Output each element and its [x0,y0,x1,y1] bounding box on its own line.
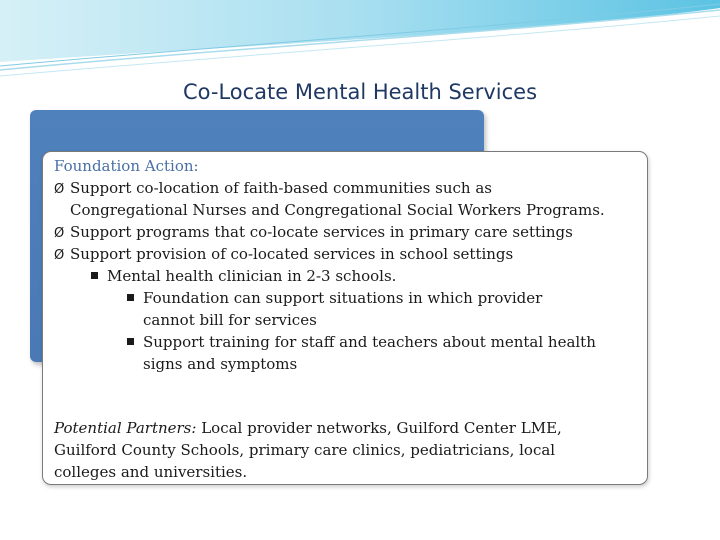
content-box [42,151,648,485]
potential-partners-label: Potential Partners: [54,419,197,437]
bullet-item-continuation: Congregational Nurses and Congregational Social Workers Programs. [70,201,605,219]
header-swoosh-decoration [0,0,720,90]
potential-partners: Potential Partners: Local provider networks, Guilford Center LME, [54,419,562,437]
square-bullet-icon [127,338,134,345]
square-bullet-icon [127,294,134,301]
slide-title: Co-Locate Mental Health Services [182,80,538,104]
sub-bullet-item: Mental health clinician in 2-3 schools. [91,266,396,287]
foundation-action-heading: Foundation Action: [54,157,199,175]
sub-sub-bullet-continuation: signs and symptoms [143,355,298,373]
arrow-bullet-icon: Ø [54,182,65,197]
bullet-item: Ø Support provision of co-located services in school settings [54,244,513,266]
sub-sub-bullet-item: Foundation can support situations in which provider [127,288,542,309]
potential-partners-line: colleges and universities. [54,463,248,481]
sub-sub-bullet-continuation: cannot bill for services [143,311,317,329]
bullet-item: Ø Support co-location of faith-based communities such as [54,178,492,200]
square-bullet-icon [91,272,98,279]
bullet-item: Ø Support programs that co-locate services in primary care settings [54,222,573,244]
arrow-bullet-icon: Ø [54,226,65,241]
sub-sub-bullet-item: Support training for staff and teachers about mental health [127,332,596,353]
potential-partners-line: Guilford County Schools, primary care clinics, pediatricians, local [54,441,556,459]
arrow-bullet-icon: Ø [54,248,65,263]
